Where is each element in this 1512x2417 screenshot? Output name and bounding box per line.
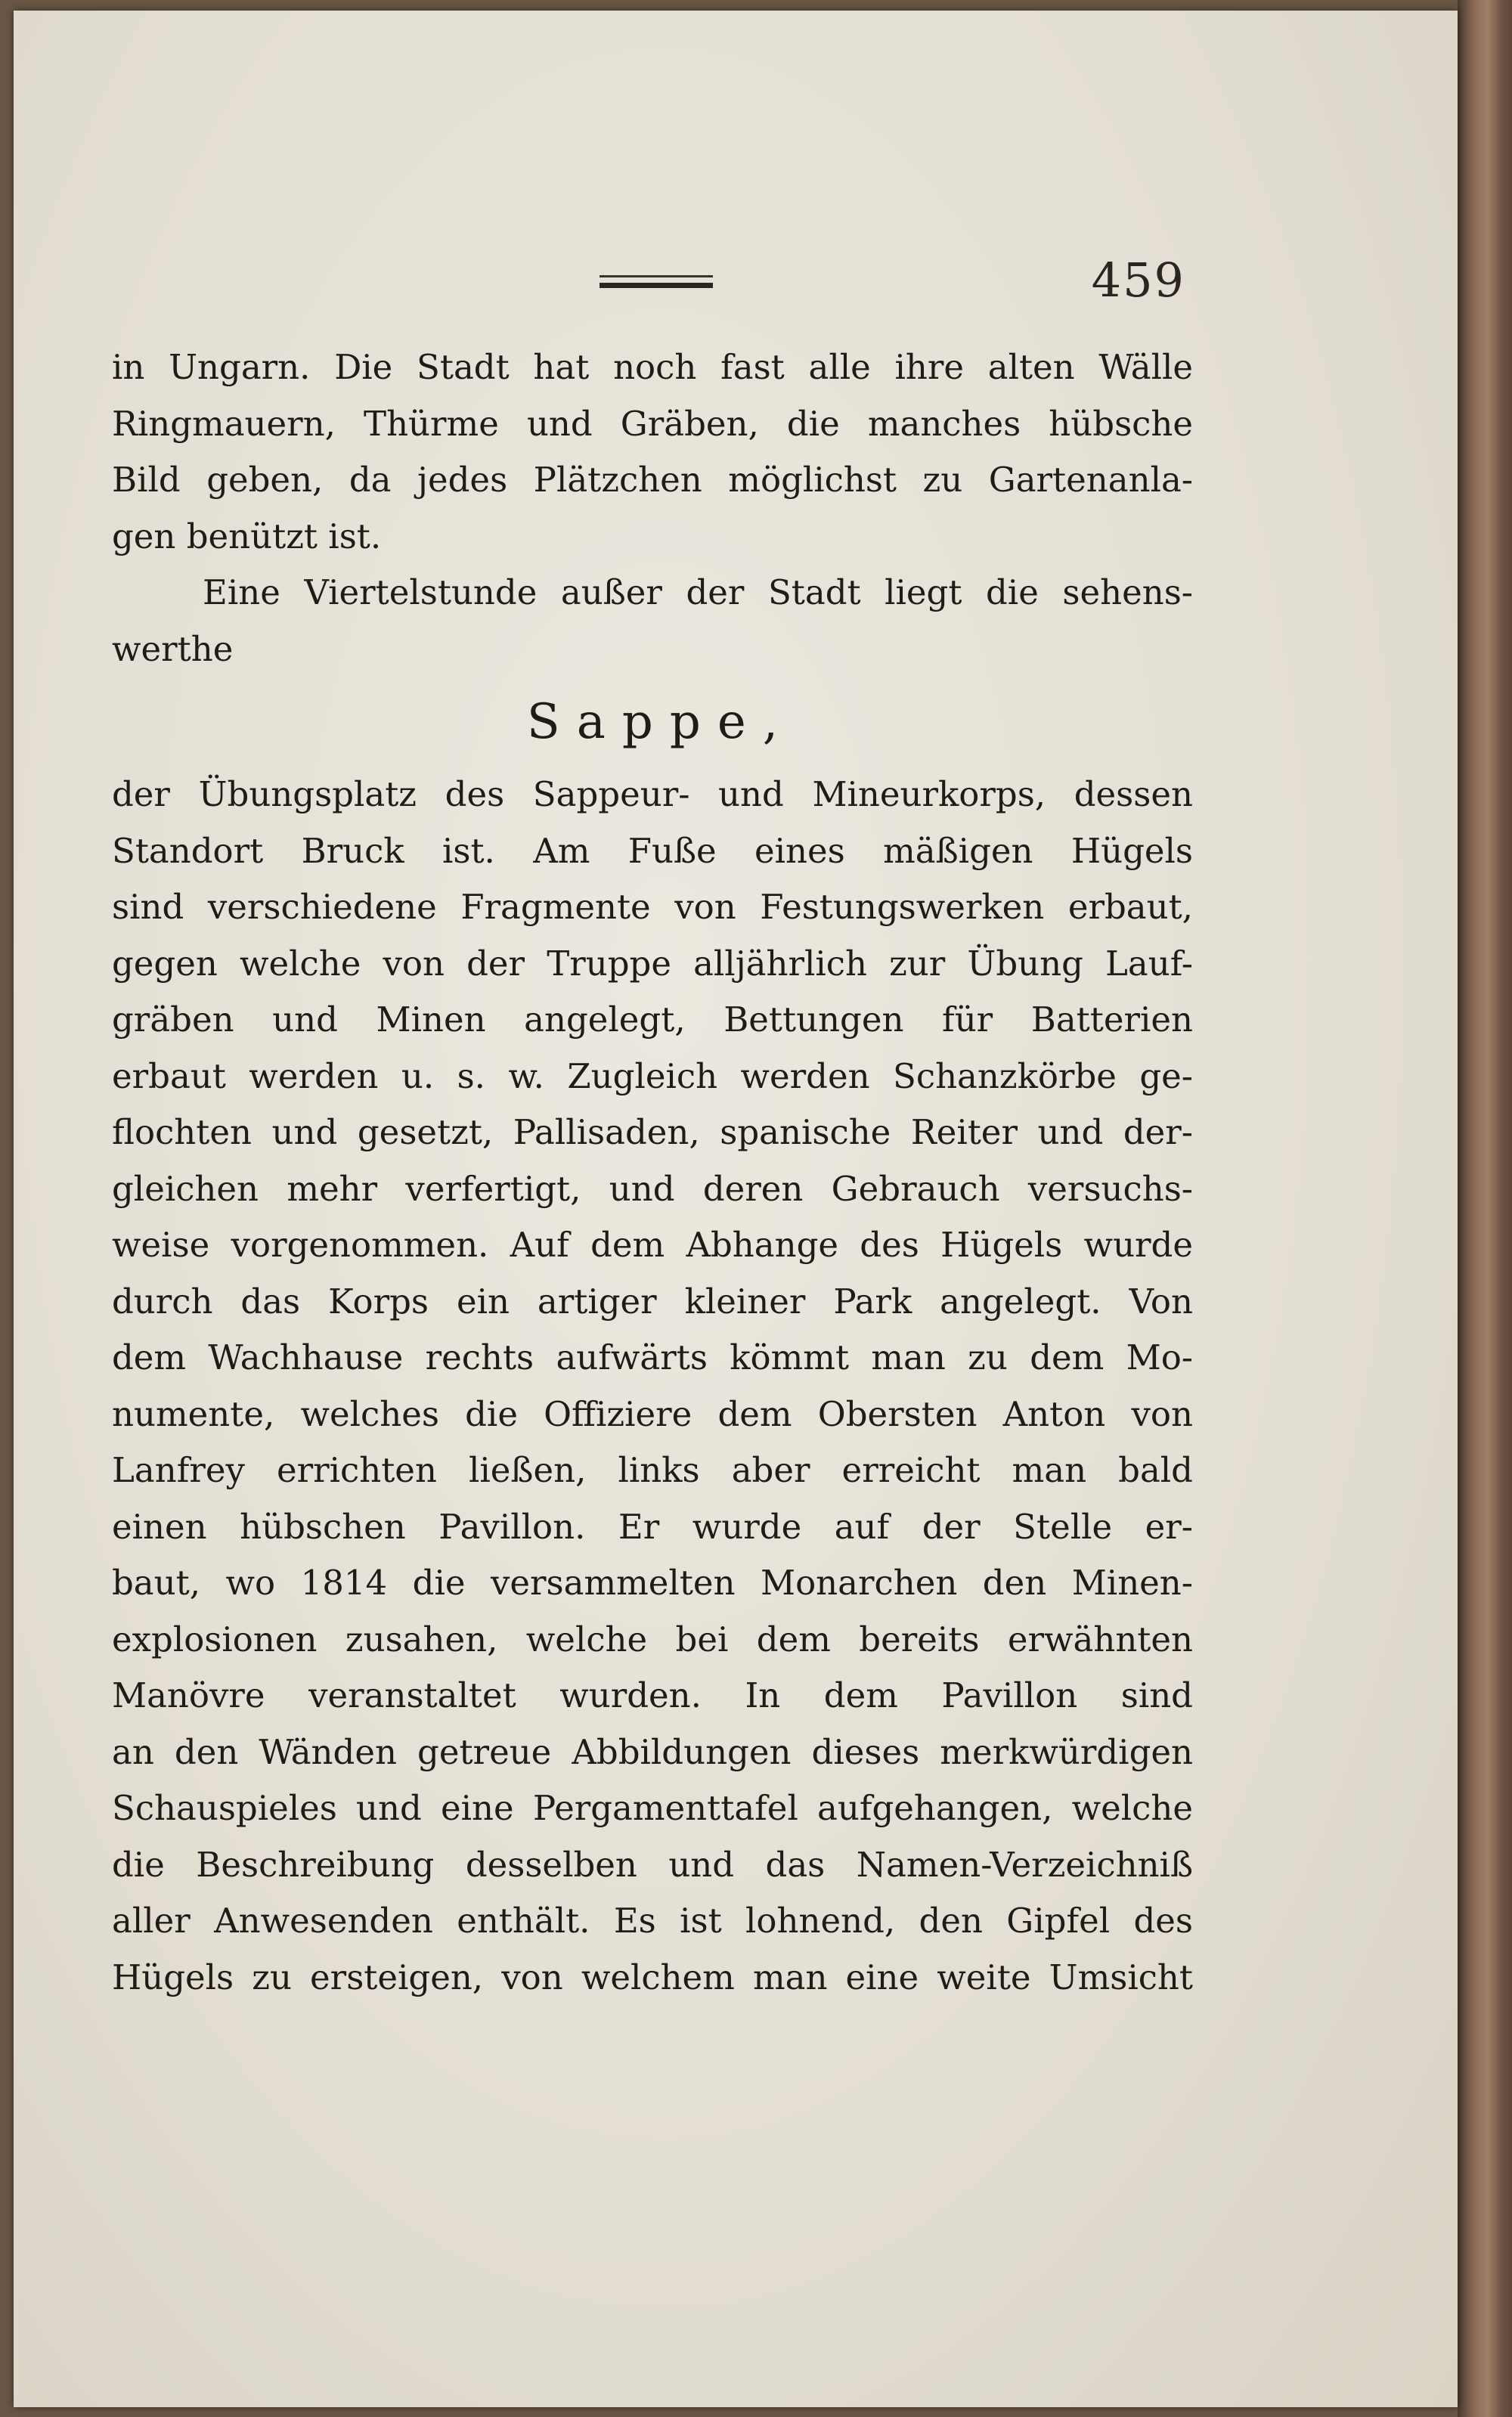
text-line: durch das Korps ein artiger kleiner Park angelegt. Von (112, 1281, 1193, 1322)
text-line: explosionen zusahen, welche bei dem bereits erwähnten (112, 1619, 1193, 1659)
text-line: Schauspieles und eine Pergamenttafel aufgehangen, welche (112, 1788, 1193, 1828)
text-line: Bild geben, da jedes Plätzchen möglichst zu Gartenanla- (112, 460, 1193, 500)
text-line: Manövre veranstaltet wurden. In dem Pavillon sind (112, 1675, 1193, 1715)
paragraph-3 (112, 767, 1193, 2006)
section-heading: Sappe, (526, 694, 795, 750)
header-rule-thin (600, 275, 713, 277)
text-line: Standort Bruck ist. Am Fuße eines mäßigen Hügels (112, 830, 1193, 871)
text-line: einen hübschen Pavillon. Er wurde auf der Stelle er- (112, 1506, 1193, 1547)
page-number: 459 (1091, 253, 1185, 308)
book-page (14, 11, 1458, 2407)
text-line: der Übungsplatz des Sappeur- und Mineurkorps, dessen (112, 774, 1193, 814)
text-line: in Ungarn. Die Stadt hat noch fast alle ihre alten Wälle (112, 347, 1193, 387)
text-line: erbaut werden u. s. w. Zugleich werden Schanzkörbe ge- (112, 1055, 1193, 1096)
running-header (14, 237, 1458, 328)
text-line: Ringmauern, Thürme und Gräben, die manches hübsche (112, 403, 1193, 444)
text-line: gleichen mehr verfertigt, und deren Gebrauch versuchs- (112, 1168, 1193, 1209)
text-line: werthe (112, 628, 234, 669)
text-line: dem Wachhause rechts aufwärts kömmt man zu dem Mo- (112, 1337, 1193, 1377)
paragraph-2 (112, 565, 1193, 677)
text-line: die Beschreibung desselben und das Namen-Verzeichniß (112, 1844, 1193, 1885)
text-line: gen benützt ist. (112, 516, 382, 556)
text-line: sind verschiedene Fragmente von Festungswerken erbaut, (112, 887, 1193, 927)
book-spine-edge (1458, 0, 1512, 2417)
text-line: Hügels zu ersteigen, von welchem man eine weite Umsicht (112, 1957, 1193, 1997)
text-line: gegen welche von der Truppe alljährlich zur Übung Lauf- (112, 943, 1193, 984)
paragraph-1 (112, 339, 1193, 565)
text-line: gräben und Minen angelegt, Bettungen für Batterien (112, 999, 1193, 1040)
text-line: baut, wo 1814 die versammelten Monarchen den Minen- (112, 1563, 1193, 1603)
text-line: aller Anwesenden enthält. Es ist lohnend, den Gipfel des (112, 1901, 1193, 1941)
text-line: weise vorgenommen. Auf dem Abhange des Hügels wurde (112, 1225, 1193, 1265)
text-line: flochten und gesetzt, Pallisaden, spanische Reiter und der- (112, 1112, 1193, 1152)
text-line: an den Wänden getreue Abbildungen dieses merkwürdigen (112, 1731, 1193, 1772)
text-line: numente, welches die Offiziere dem Obersten Anton von (112, 1393, 1193, 1434)
page-body (112, 339, 1193, 2006)
header-rule (600, 283, 713, 288)
text-line: Eine Viertelstunde außer der Stadt liegt die sehens- (203, 572, 1193, 612)
text-line: Lanfrey errichten ließen, links aber erreicht man bald (112, 1450, 1193, 1490)
